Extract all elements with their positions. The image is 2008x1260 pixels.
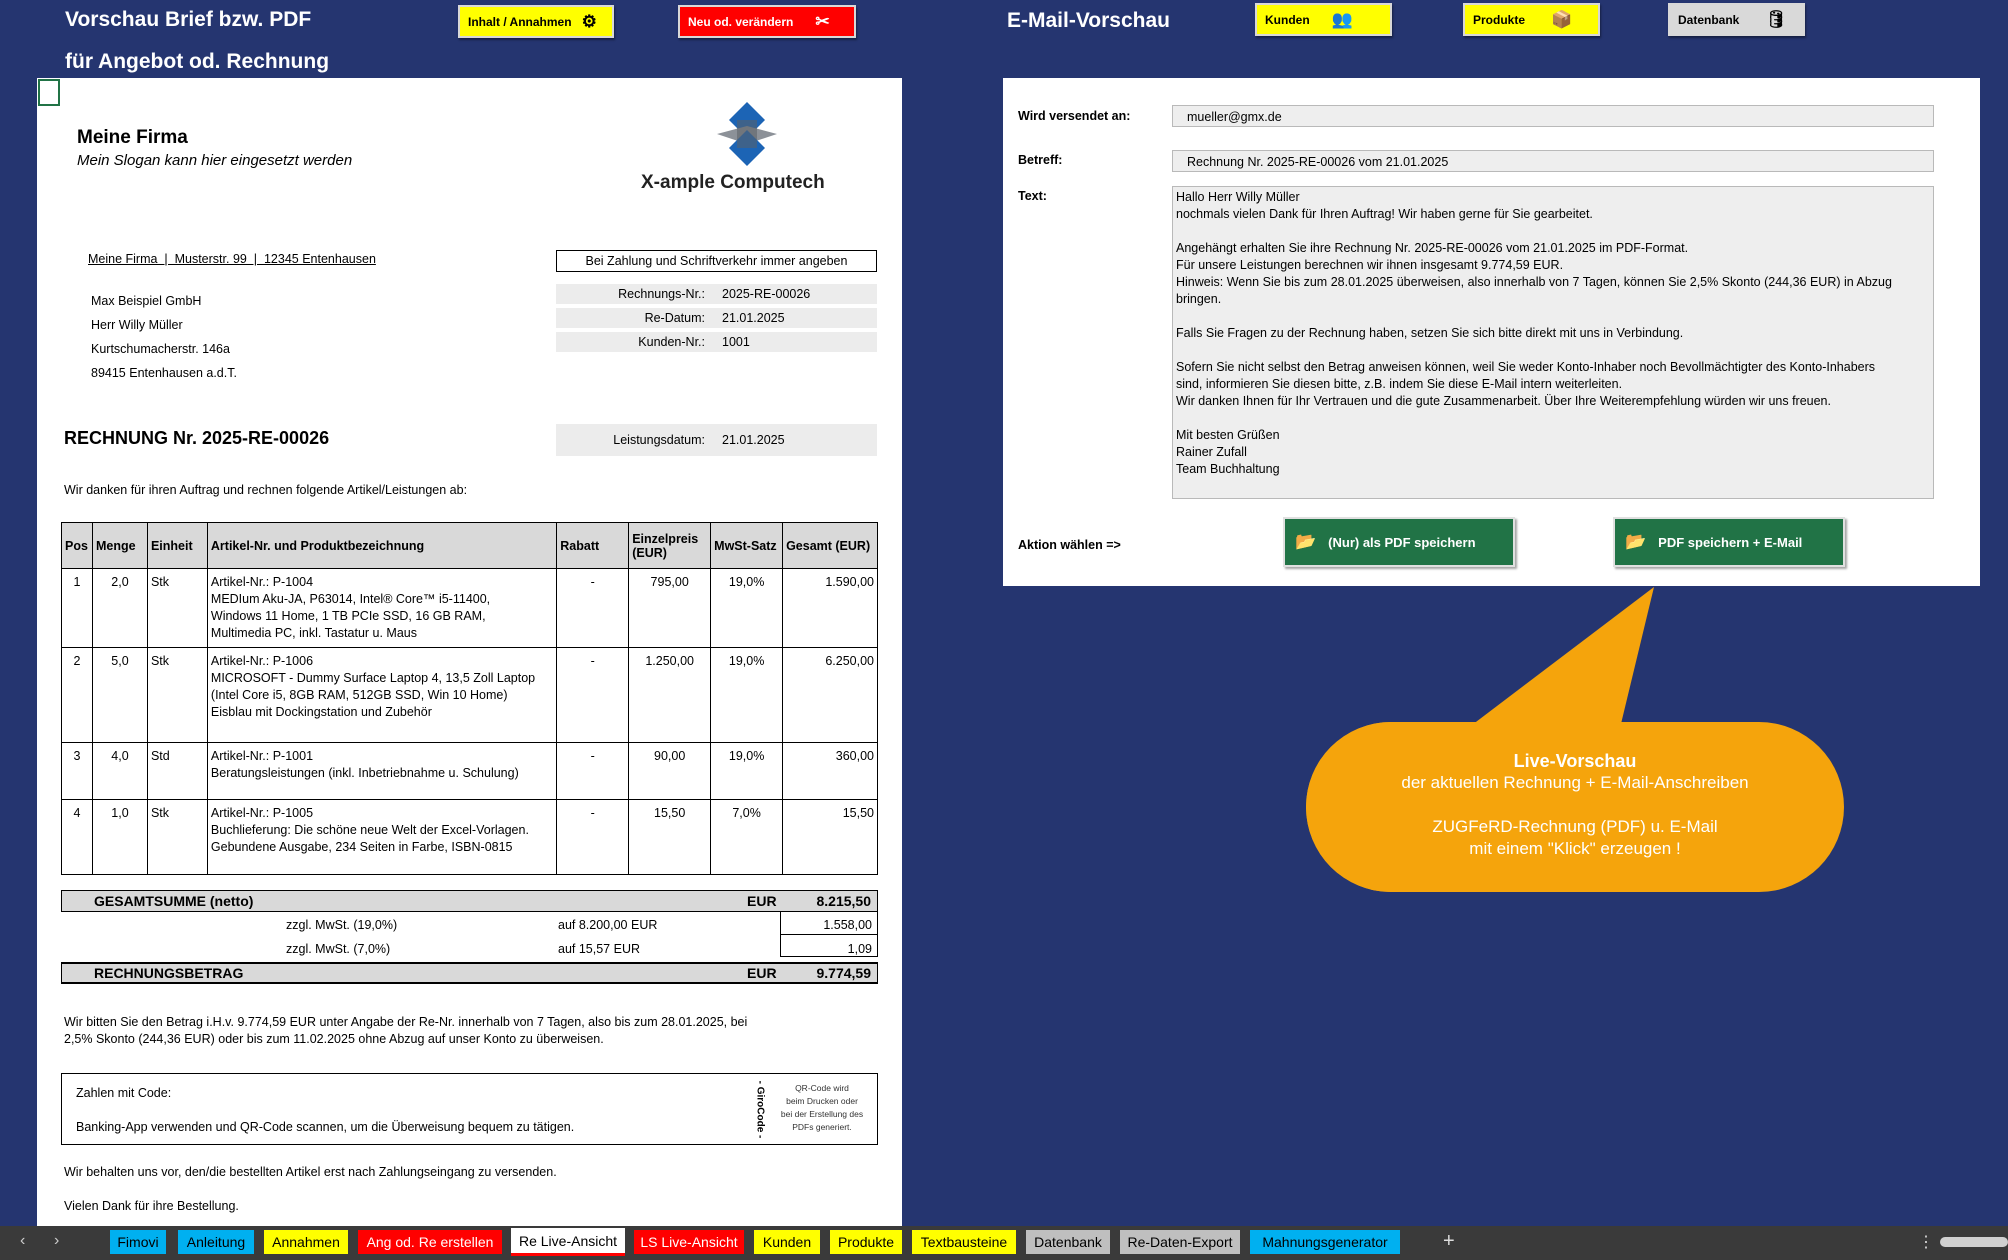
datenbank-button[interactable] [1668,3,1805,36]
callout-text: der aktuellen Rechnung + E-Mail-Anschreiben [1401,773,1749,792]
cell-preis: 795,00 [629,569,711,648]
cell-desc [207,743,556,800]
email-line: bringen. [1176,292,1222,306]
email-line: nochmals vielen Dank für Ihren Auftrag! Wir haben gerne für Sie gearbeitet. [1176,207,1593,221]
cell-menge: 4,0 [92,743,147,800]
cell-gesamt: 15,50 [783,800,878,875]
email-line: Wir danken Ihnen für Ihr Vertrauen und die gute Zusammenarbeit. Über Ihre Weiterempfehlung würden wir uns freuen. [1176,394,1831,408]
items-table [61,522,878,875]
kunden-button[interactable] [1255,3,1392,36]
cell-pos: 3 [62,743,93,800]
tax1-value: 1.558,00 [823,918,872,932]
grand-total-row [61,962,878,984]
invoice-number: 2025-RE-00026 [722,287,811,301]
email-preview-title: E-Mail-Vorschau [1007,9,1170,32]
cell-gesamt: 360,00 [783,743,878,800]
email-line [1176,342,1930,359]
desc-line: Windows 11 Home, 1 TB PCIe SSD, 16 GB RAM, [210,609,486,623]
payment-text: 2,5% Skonto (244,36 EUR) oder bis zum 11.02.2025 ohne Abzug auf unser Konto zu überweisen. [64,1032,604,1046]
tab-ls-live-ansicht[interactable]: LS Live-Ansicht [634,1230,744,1254]
tab-anleitung[interactable]: Anleitung [178,1230,254,1254]
col-header: MwSt-Satz [711,523,783,569]
company-slogan: Mein Slogan kann hier eingesetzt werden [77,152,353,169]
invoice-meta [556,284,877,352]
col-header: Einheit [147,523,207,569]
email-to-field[interactable]: mueller@gmx.de [1172,105,1934,127]
qr-note-line: beim Drucken oder [786,1096,858,1106]
service-date-label: Leistungsdatum: [613,433,705,447]
invoice-date: 21.01.2025 [722,311,785,325]
save-pdf-label: (Nur) als PDF speichern [1328,534,1476,550]
neu-veraendern-label: Neu od. verändern [688,14,794,29]
save-pdf-button[interactable] [1283,517,1515,567]
cell-einheit: Stk [147,800,207,875]
datenbank-label: Datenbank [1678,12,1740,27]
col-header: Artikel-Nr. und Produktbezeichnung [207,523,556,569]
chevron-right-icon[interactable]: › [54,1232,60,1249]
tab-kunden[interactable]: Kunden [754,1230,820,1254]
grand-total-value: 9.774,59 [816,965,871,981]
tax2-base: auf 15,57 EUR [558,942,640,956]
net-total-label: GESAMTSUMME (netto) [94,893,254,909]
cell-mwst: 19,0% [711,743,783,800]
desc-line: (Intel Core i5, 8GB RAM, 512GB SSD, Win 10 Home) [210,688,508,702]
cell-preis: 90,00 [629,743,711,800]
page-subtitle: für Angebot od. Rechnung [65,50,330,73]
desc-line: Gebundene Ausgabe, 234 Seiten in Farbe, ISBN-0815 [210,840,513,854]
cell-rabatt: - [557,648,629,743]
horizontal-scrollbar[interactable] [1940,1237,2008,1247]
tab-textbausteine[interactable]: Textbausteine [912,1230,1016,1254]
meta-label: Re-Datum: [644,311,705,325]
desc-line: Beratungsleistungen (inkl. Inbetriebnahme u. Schulung) [210,766,519,780]
cell-rabatt: - [557,743,629,800]
cell-mwst: 19,0% [711,648,783,743]
callout-text: ZUGFeRD-Rechnung (PDF) u. E-Mail [1432,817,1718,836]
meta-label: Rechnungs-Nr.: [618,287,705,301]
cell-menge: 1,0 [92,800,147,875]
email-line: Sofern Sie nicht selbst den Betrag anweisen können, weil Sie weder Konto-Inhaber noch Bevollmächtigter des Konto-Inhabers [1176,360,1876,374]
qr-title: Zahlen mit Code: [76,1086,172,1100]
tab-produkte[interactable]: Produkte [830,1230,902,1254]
desc-line: Multimedia PC, inkl. Tastatur u. Maus [210,626,418,640]
desc-line: Artikel-Nr.: P-1006 [210,654,314,668]
table-row [62,800,878,875]
desc-line: Artikel-Nr.: P-1001 [210,749,314,763]
email-line: Team Buchhaltung [1176,462,1280,476]
service-date: 21.01.2025 [722,433,785,447]
cell-pos: 4 [62,800,93,875]
qr-note-line: bei der Erstellung des [780,1109,864,1119]
desc-line: MICROSOFT - Dummy Surface Laptop 4, 13,5 Zoll Laptop [210,671,536,685]
tab-ang-re-erstellen[interactable]: Ang od. Re erstellen [358,1230,502,1254]
inhalt-annahmen-button[interactable] [458,5,614,38]
desc-line: Artikel-Nr.: P-1004 [210,575,314,589]
logo-text: X-ample Computech [641,172,825,193]
database-icon: 🛢 [1765,10,1787,29]
desc-line: Buchlieferung: Die schöne neue Welt der Excel-Vorlagen. [210,823,529,837]
email-subject-label: Betreff: [1018,153,1063,167]
company-logo [707,100,787,168]
save-pdf-email-label: PDF speichern + E-Mail [1658,534,1803,550]
cell-einheit: Stk [147,569,207,648]
girocode-label-wrap [753,1082,767,1140]
cell-desc [207,569,556,648]
page-title: Vorschau Brief bzw. PDF [65,8,312,31]
email-line: Für unsere Leistungen berechnen wir ihnen insgesamt 9.774,59 EUR. [1176,258,1564,272]
folder-open-icon: 📂 [1625,532,1647,551]
cell-mwst: 19,0% [711,569,783,648]
desc-line: Eisblau mit Dockingstation und Zubehör [210,705,432,719]
tax1-label: zzgl. MwSt. (19,0%) [286,918,398,932]
inhalt-annahmen-label: Inhalt / Annahmen [468,14,572,29]
qr-note [772,1082,872,1134]
cell-desc [207,800,556,875]
email-line: Falls Sie Fragen zu der Rechnung haben, setzen Sie sich bitte direkt mit uns in Verbindung. [1176,326,1684,340]
net-total-value: 8.215,50 [816,893,871,909]
recipient-line: Kurtschumacherstr. 146a [91,342,230,356]
cell-mwst: 7,0% [711,800,783,875]
recipient-line: Max Beispiel GmbH [91,294,202,308]
customer-number: 1001 [722,335,750,349]
invoice-heading: RECHNUNG Nr. 2025-RE-00026 [64,428,330,448]
cell-pos: 2 [62,648,93,743]
email-line [1176,223,1930,240]
cell-preis: 1.250,00 [629,648,711,743]
meta-label: Kunden-Nr.: [638,335,705,349]
qr-note-line: PDFs generiert. [792,1122,852,1132]
sheet-tab-bar [0,1226,2008,1260]
produkte-label: Produkte [1473,12,1526,27]
email-subject-field[interactable]: Rechnung Nr. 2025-RE-00026 vom 21.01.2025 [1172,150,1934,172]
selected-cell[interactable] [38,79,60,106]
users-icon: 👥 [1331,10,1353,29]
action-label: Aktion wählen => [1018,538,1121,552]
tab-mahnungsgenerator[interactable]: Mahnungsgenerator [1250,1230,1400,1254]
col-header: Gesamt (EUR) [783,523,878,569]
tax2-label: zzgl. MwSt. (7,0%) [286,942,391,956]
col-header: Einzelpreis (EUR) [629,523,711,569]
cell-preis: 15,50 [629,800,711,875]
email-line: Rainer Zufall [1176,445,1247,459]
folder-open-icon: 📂 [1295,532,1317,551]
recipient-line: Herr Willy Müller [91,318,183,332]
qr-text: Banking-App verwenden und QR-Code scannen, um die Überweisung bequem zu tätigen. [76,1120,575,1134]
desc-line: MEDIum Aku-JA, P63014, Intel® Core™ i5-11400, [210,592,491,606]
company-name: Meine Firma [77,127,188,148]
grand-total-label: RECHNUNGSBETRAG [94,965,244,981]
tab-annahmen[interactable]: Annahmen [264,1230,348,1254]
tools-icon: ✂ [815,12,830,31]
kunden-label: Kunden [1265,12,1310,27]
table-row [62,743,878,800]
cell-pos: 1 [62,569,93,648]
cell-menge: 5,0 [92,648,147,743]
cell-gesamt: 6.250,00 [783,648,878,743]
callout-text: mit einem "Klick" erzeugen ! [1469,839,1681,858]
cell-menge: 2,0 [92,569,147,648]
email-line: Angehängt erhalten Sie ihre Rechnung Nr. 2025-RE-00026 vom 21.01.2025 im PDF-Format. [1176,241,1689,255]
tab-re-daten-export[interactable]: Re-Daten-Export [1120,1230,1240,1254]
neu-veraendern-button[interactable] [678,5,856,38]
tab-re-live-ansicht[interactable]: Re Live-Ansicht [511,1228,625,1256]
currency-label: EUR [747,893,777,909]
email-text-label: Text: [1018,189,1047,203]
email-line: Hallo Herr Willy Müller [1176,190,1300,204]
email-line: Hinweis: Wenn Sie bis zum 28.01.2025 überweisen, also innerhalb von 7 Tagen, können Sie 2,5% Skonto (244,36 EUR) in Abzug [1176,275,1892,289]
cell-rabatt: - [557,800,629,875]
chevron-left-icon[interactable]: ‹ [20,1232,26,1249]
recipient-address [91,289,237,385]
desc-line: Artikel-Nr.: P-1005 [210,806,314,820]
email-body-field[interactable] [1172,186,1934,499]
email-preview-panel [1003,78,1980,586]
service-date-box [556,424,877,456]
cell-einheit: Std [147,743,207,800]
col-header: Rabatt [557,523,629,569]
qr-payment-box [61,1073,878,1145]
cell-rabatt: - [557,569,629,648]
col-header: Pos [62,523,93,569]
email-line [1176,410,1930,427]
currency-label: EUR [747,965,777,981]
col-header: Menge [92,523,147,569]
sender-line: Meine Firma | Musterstr. 99 | 12345 Entenhausen [88,252,376,266]
tab-fimovi[interactable]: Fimovi [110,1230,166,1254]
email-line [1176,308,1930,325]
girocode-label: - GiroCode - [754,1080,766,1139]
cell-einheit: Stk [147,648,207,743]
email-line: Mit besten Grüßen [1176,428,1280,442]
cell-gesamt: 1.590,00 [783,569,878,648]
net-total-row [61,890,878,912]
save-pdf-email-button[interactable] [1613,517,1845,567]
qr-note-line: QR-Code wird [795,1083,849,1093]
invoice-preview [37,78,902,1226]
reference-note: Bei Zahlung und Schriftverkehr immer angeben [556,250,877,272]
gear-icon: ⚙ [581,12,597,31]
more-options-icon[interactable]: ⋮ [1918,1234,1934,1251]
tax1-base: auf 8.200,00 EUR [558,918,658,932]
closing-text: Vielen Dank für ihre Bestellung. [64,1199,239,1213]
email-line: sind, informieren Sie diesen bitte, z.B. indem Sie diese E-Mail intern weiterleiten. [1176,377,1623,391]
tab-datenbank[interactable]: Datenbank [1026,1230,1110,1254]
payment-text: Wir bitten Sie den Betrag i.H.v. 9.774,59 EUR unter Angabe der Re-Nr. innerhalb von 7 Tagen, also bis zum 28.01.2025, bei [64,1015,748,1029]
table-row [62,648,878,743]
cell-desc [207,648,556,743]
produkte-button[interactable] [1463,3,1600,36]
email-to-label: Wird versendet an: [1018,109,1131,123]
table-row [62,569,878,648]
live-preview-callout [1306,750,1844,860]
callout-title: Live-Vorschau [1513,751,1637,771]
closing-text: Wir behalten uns vor, den/die bestellten Artikel erst nach Zahlungseingang zu versenden. [64,1165,557,1179]
divider [780,934,878,935]
intro-text: Wir danken für ihren Auftrag und rechnen folgende Artikel/Leistungen ab: [64,483,468,497]
tax2-value: 1,09 [847,942,872,956]
recipient-line: 89415 Entenhausen a.d.T. [91,366,237,380]
add-sheet-icon[interactable]: + [1443,1230,1455,1252]
boxes-icon: 📦 [1551,10,1573,29]
